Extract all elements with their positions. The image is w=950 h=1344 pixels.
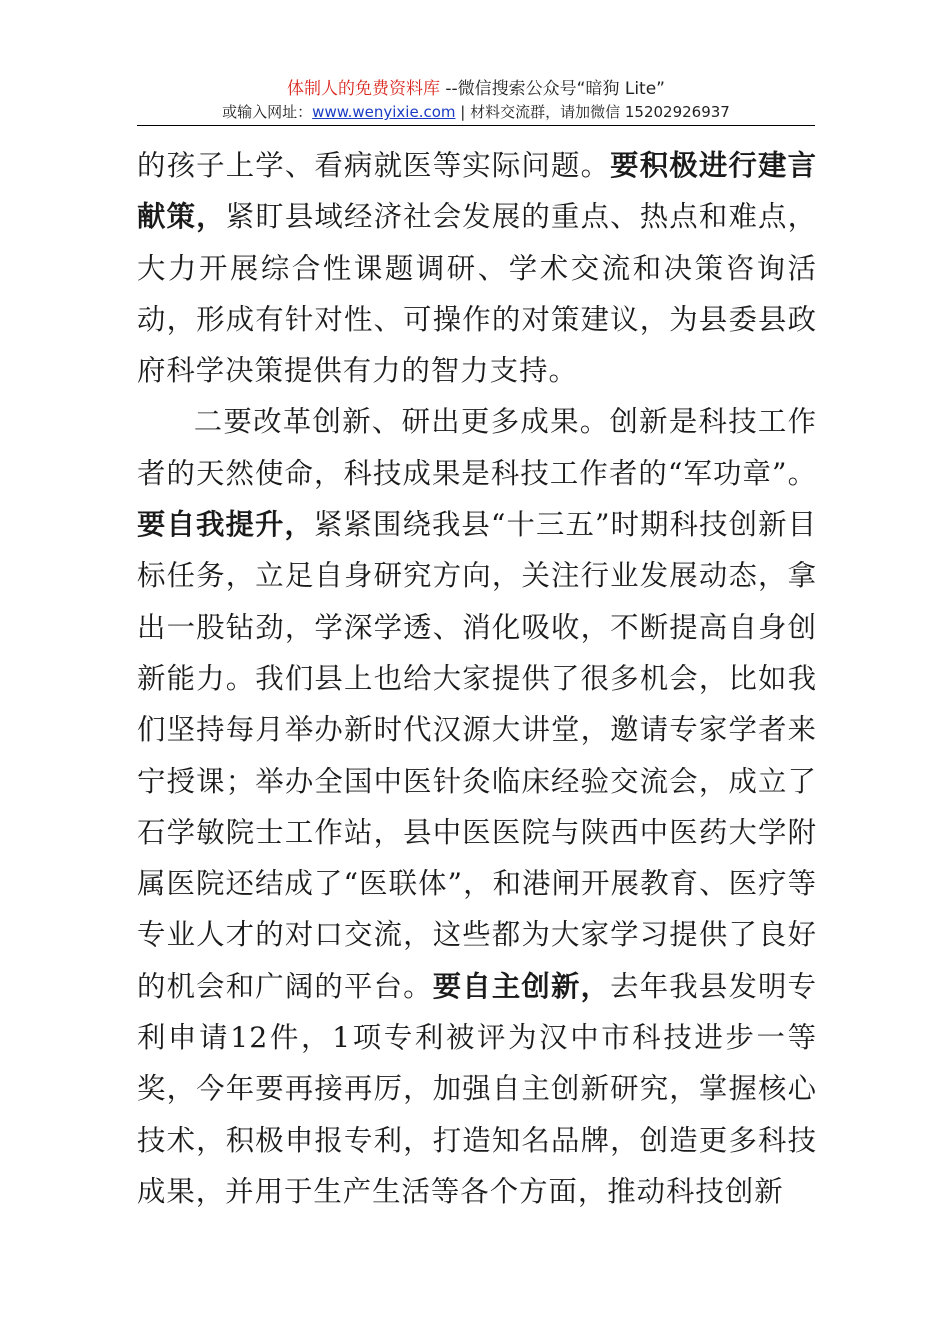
header-line-2 [137,102,815,122]
paragraph-text: 的孩子上学、看病就医等实际问题。 [137,149,611,182]
paragraph-text: 创新是科技工作者的天然使命，科技成果是科技工作者的“军功章”。 [137,405,817,490]
brand-title: 体制人的免费资料库 [286,79,440,99]
header-divider [137,125,815,126]
header-tagline: --微信搜索公众号“暗狗 Lite” [439,79,665,99]
contact-info: | 材料交流群，请加微信 15202926937 [455,103,730,121]
paragraph-text: 紧盯县域经济社会发展的重点、热点和难点，大力开展综合性课题调研、学术交流和决策咨询活动，形成有针对性、可操作的对策建议，为县委县政府科学决策提供有力的智力支持。 [137,200,817,388]
paragraph-2 [137,396,817,1217]
section-heading: 二要改革创新、研出更多成果。 [193,405,610,439]
website-link[interactable]: www.wenyixie.com [312,103,456,121]
paragraph-text: 紧紧围绕我县“十三五”时期科技创新目标任务，立足自身研究方向，关注行业发展动态，拿出一股钻劲，学深学透、消化吸收，不断提高自身创新能力。我们县上也给大家提供了很多机会，比如我们坚持每月举办新时代汉源大讲堂，邀请专家学者来宁授课；举办全国中医针灸临床经验交流会，成立了石学敏院士工作站，县中医医院与陕西中医药大学附属医院还结成了“医联体”，和港闸开展教育、医疗等专业人才的对口交流，这些都为大家学习提供了良好的机会和广阔的平台。 [137,508,817,1003]
document-body [137,140,817,1217]
paragraph-text: 去年我县发明专利申请12件，1项专利被评为汉中市科技进步一等奖，今年要再接再厉，加强自主创新研究，掌握核心技术，积极申报专利，打造知名品牌，创造更多科技成果，并用于生产生活等各个方面，推动科技创新 [137,969,817,1208]
watermark-header [137,78,815,122]
bold-lead: 要自我提升， [137,507,314,542]
bold-lead: 要积极进行建言献策， [137,148,817,234]
header-line-1 [137,78,815,100]
visit-prefix: 或输入网址： [222,103,313,121]
bold-lead: 要自主创新， [432,968,611,1003]
paragraph-1 [137,140,817,396]
